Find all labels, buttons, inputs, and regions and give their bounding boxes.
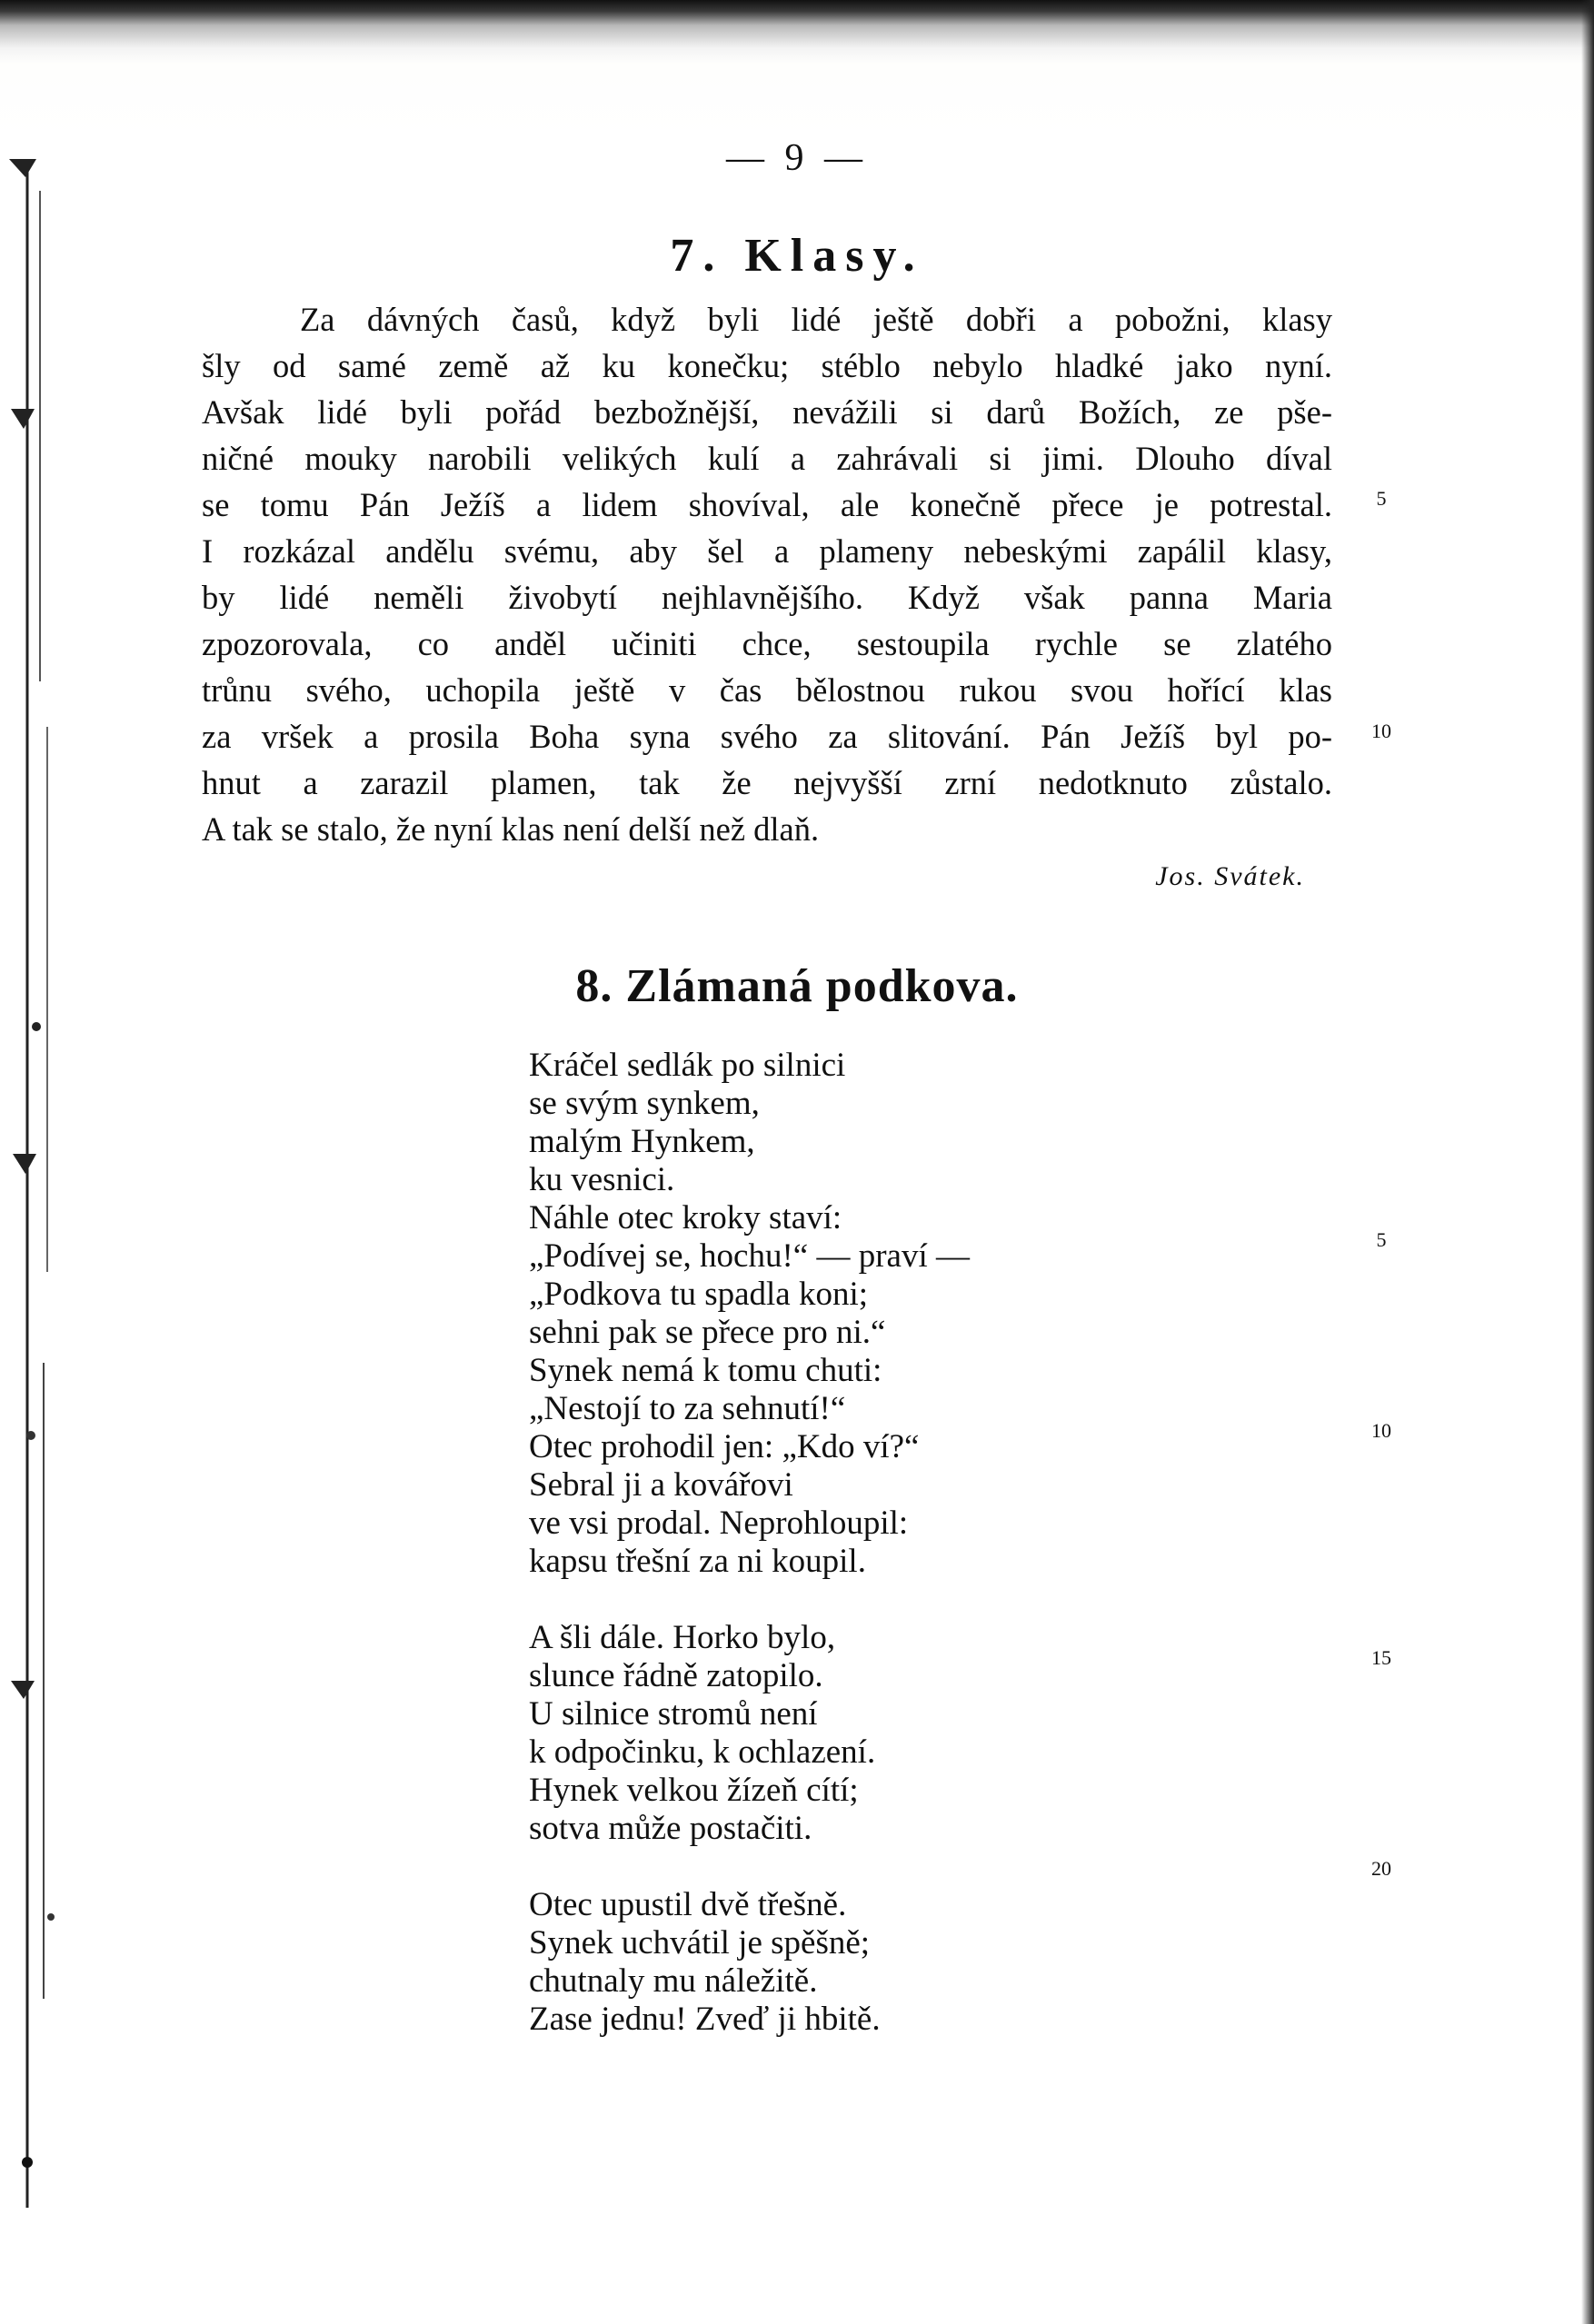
story-line: se tomu Pán Ježíš a lidem shovíval, ale konečně přece je potrestal. bbox=[202, 486, 1332, 523]
poem-line: ve vsi prodal. Neprohloupil: bbox=[529, 1505, 909, 1542]
story-line-number: 10 bbox=[1371, 720, 1391, 742]
poem-line-number: 5 bbox=[1376, 1228, 1387, 1251]
poem-line: „Podívej se, hochu!“ — praví — bbox=[529, 1237, 970, 1275]
poem-line: malým Hynkem, bbox=[529, 1123, 755, 1160]
binding-edge bbox=[0, 136, 64, 2226]
story-line: za vršek a prosila Boha syna svého za slitování. Pán Ježíš byl po- bbox=[202, 718, 1332, 755]
poem-line: kapsu třešní za ni koupil. bbox=[529, 1543, 866, 1580]
poem-line-number: 10 bbox=[1371, 1419, 1391, 1442]
poem-line: chutnaly mu náležitě. bbox=[529, 1962, 818, 2000]
poem-line: Náhle otec kroky staví: bbox=[529, 1199, 842, 1236]
page-number: — 9 — bbox=[726, 137, 868, 179]
story-line: Za dávných časů, když byli lidé ještě dobři a pobožni, klasy bbox=[300, 301, 1332, 338]
poem-line: Sebral ji a kovářovi bbox=[529, 1466, 793, 1504]
poem-title: 8. Zlámaná podkova. bbox=[575, 960, 1019, 1012]
poem-line: Zase jednu! Zveď ji hbitě. bbox=[529, 2001, 881, 2038]
poem-line: Hynek velkou žízeň cítí; bbox=[529, 1772, 859, 1809]
poem-stanza bbox=[529, 1886, 970, 2039]
poem-line: Synek nemá k tomu chuti: bbox=[529, 1352, 882, 1389]
story-line: A tak se stalo, že nyní klas není delší než dlaň. bbox=[202, 810, 820, 848]
poem-text bbox=[529, 1047, 970, 2077]
story-title: 7. Klasy. bbox=[670, 230, 924, 282]
poem-line: k odpočinku, k ochlazení. bbox=[529, 1733, 876, 1771]
poem-line: U silnice stromů není bbox=[529, 1695, 818, 1733]
poem-line: Otec upustil dvě třešně. bbox=[529, 1886, 847, 1923]
poem-line-number: 15 bbox=[1371, 1646, 1391, 1669]
story-line: ničné mouky narobili velikých kulí a zahrávali si jimi. Dlouho díval bbox=[202, 440, 1332, 477]
poem-stanza bbox=[529, 1619, 970, 1848]
poem-line: sotva může postačiti. bbox=[529, 1810, 812, 1847]
poem-line: slunce řádně zatopilo. bbox=[529, 1657, 823, 1694]
poem-line: A šli dále. Horko bylo, bbox=[529, 1619, 836, 1656]
story-line: trůnu svého, uchopila ještě v čas bělostnou rukou svou hořící klas bbox=[202, 671, 1332, 709]
poem-line: Otec prohodil jen: „Kdo ví?“ bbox=[529, 1428, 920, 1465]
poem-line: sehni pak se přece pro ni.“ bbox=[529, 1314, 886, 1351]
poem-line: ku vesnici. bbox=[529, 1161, 675, 1198]
story-author: Jos. Svátek. bbox=[1155, 861, 1305, 891]
story-line: zpozorovala, co anděl učiniti chce, sestoupila rychle se zlatého bbox=[202, 625, 1332, 662]
poem-line: Kráčel sedlák po silnici bbox=[529, 1047, 846, 1084]
story-line: šly od samé země až ku konečku; stéblo nebylo hladké jako nyní. bbox=[202, 347, 1332, 384]
poem-line-number: 20 bbox=[1371, 1857, 1391, 1880]
scan-right-edge bbox=[1581, 0, 1594, 2324]
scan-top-edge bbox=[0, 0, 1594, 64]
poem-line: „Nestojí to za sehnutí!“ bbox=[529, 1390, 846, 1427]
poem-line: „Podkova tu spadla koni; bbox=[529, 1276, 869, 1313]
poem-stanza bbox=[529, 1047, 970, 1581]
story-line: by lidé neměli živobytí nejhlavnějšího. Když však panna Maria bbox=[202, 579, 1332, 616]
story-text bbox=[202, 296, 1332, 852]
story-line: I rozkázal andělu svému, aby šel a plameny nebeskými zapálil klasy, bbox=[202, 532, 1332, 570]
story-line: Avšak lidé byli pořád bezbožnější, nevážili si darů Božích, ze pše- bbox=[202, 393, 1332, 431]
story-line: hnut a zarazil plamen, tak že nejvyšší zrní nedotknuto zůstalo. bbox=[202, 764, 1332, 801]
poem-line: se svým synkem, bbox=[529, 1085, 760, 1122]
story-line-number: 5 bbox=[1376, 487, 1387, 510]
poem-line: Synek uchvátil je spěšně; bbox=[529, 1924, 871, 1961]
